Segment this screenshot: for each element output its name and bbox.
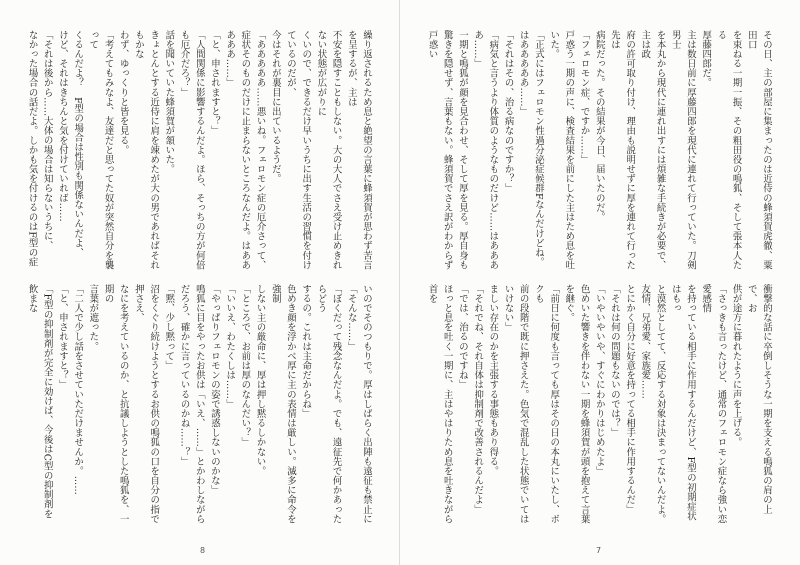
text-line: 「病気と言うより体質のようなものだけど……はああああ……」 (472, 30, 499, 270)
text-line: きょとんとする近侍に肩を竦めたが大の男であればそれもかな (132, 30, 160, 270)
right-lower-text (426, 284, 774, 524)
text-line: 「それは後から……大体の場合は知らないうちに、 (41, 30, 53, 251)
page-number-right: 7 (596, 546, 602, 555)
text-line: 「それでね、それ自体は抑制剤で改善されるんだよ」 (472, 284, 484, 515)
text-line: 「と、申されますと？」 (208, 30, 220, 136)
text-line: 府の許可取り付け、理由も説明せずに厚を連れて行った先は (608, 30, 636, 270)
text-line: 前の段階で既に押さえた。色気で混乱した状態でいてはいけない」 (502, 284, 529, 524)
text-line: くるんだよ？ F型の場合は性別も関係ないんだよ、 (72, 30, 84, 258)
text-line: ましい存在のかを主張する事態もあり得る。 (487, 284, 499, 476)
text-line: 「さっきも言ったけど、通常のフェロモン症なら強い恋愛感情 (700, 284, 727, 524)
text-line: とにかく自分に好意を持ってる相手に作用するんだ」 (624, 284, 636, 515)
text-line: 一期と鳴狐が顔を見合わせ、そして厚を見る。厚自身も (456, 30, 468, 270)
text-line: 「やっぱりフェロモンの姿で誘惑しないのかな」 (208, 284, 220, 495)
text-line: 「いやいやいや、すぐにわかりはじめたよ」 (593, 284, 605, 476)
left-lower-text (26, 284, 374, 524)
text-line: 「ぼくだって残念なんだよ。でも、遠征先で何かあったらどう (315, 284, 342, 524)
text-line: 「考えてもみなよ、友達だと思ってた奴が突然自分を襲って (87, 30, 114, 270)
text-line: 「では、治るのですね」 (456, 284, 468, 390)
text-line: 供が途方に暮れたように声を上げる。 (730, 284, 742, 448)
text-line: 繰り返されるため息と絶望の言葉に蜂須賀が思わず苦言を呈するが、主は (345, 30, 372, 270)
text-line: 「正式にはフェロモン性過分泌症候群Fなんだけどね。 (532, 30, 544, 267)
text-line: 「あああああ……悪いね。フェロモン症の厄介さって、 (254, 30, 266, 270)
text-line: いのでそのつもりで。厚はしばらく出陣も遠征も禁止に (361, 284, 372, 524)
text-line: 「いいえ、わたくしは……」 (224, 284, 236, 409)
text-line: わず、ゆっくりと皆を見る。 (117, 30, 129, 155)
text-line: その日、主の部屋に集まったのは近侍の蜂須賀虎徹、粟田口 (745, 30, 772, 270)
page-right (400, 0, 800, 565)
text-line: 「フェロモン症、ですか……」 (578, 30, 590, 165)
text-line: なにを考えているのか、と抗議しようとした鳴狐を、一期の (102, 284, 129, 524)
text-line: 言葉が遮った。 (87, 284, 99, 352)
text-line: を本丸から現代に連れ出すには煩雑な手続きが必要で、主は政 (639, 30, 666, 270)
text-line: 戸惑う一期の声に、検査結果を前にした主はため息を吐いた。 (548, 30, 575, 270)
text-line: 驚きを隠せず、言葉もない。蜂須賀でさえ訳がわからず戸惑い (426, 30, 453, 270)
text-line: 病院だった。その結果が今日、届いたのだ。 (593, 30, 605, 222)
text-line: 不安を隠すこともしない。大の大人でさえ受け止めきれない状態が広がりに (315, 30, 342, 270)
text-line: 「そんな……」 (345, 284, 357, 352)
text-line: 沼をくぐり続けようとするお供の鳴狐の口を自分の指で押さえ、 (132, 284, 160, 524)
text-line: と漠然としてて、反応する対象は決まってないんだよ。友情、兄弟愛、家族愛…… (639, 284, 666, 524)
text-line: 「ところで、お前は厚のなんだい？」 (239, 284, 251, 448)
text-line: 症状そのものだけに止まらないところなんだよ。はあああああ……」 (224, 30, 251, 270)
text-line: 厚藤四郎だ。 (700, 30, 712, 88)
text-line: 「それは何の問題もないのでは？」 (608, 284, 620, 438)
text-line: 「黙、少し黙って」 (163, 284, 175, 371)
page-number-left: 8 (200, 546, 206, 555)
text-line: 鳴狐に目をやったお供は「いえ、……」とかわしながら (193, 284, 205, 524)
text-line: 「と、申されますと？」 (56, 284, 68, 390)
text-line: はあああああ……」 (517, 30, 529, 117)
text-line: けど、それはきちんと気を付けていれば…… (56, 30, 68, 222)
text-line: 「二人で少し話をさせていただけませんか。…… (72, 284, 84, 495)
text-line: 「それはその、治る病なのですか？」 (502, 30, 514, 194)
text-line: 話を聞いていた蜂須賀が頷いた。 (163, 30, 175, 174)
text-line: しない主の厳命に、厚は押し黙るしかない。 (254, 284, 266, 476)
text-line: ほっと息を吐く一期に、主はやはりため息を吐きながら首を (426, 284, 453, 524)
text-line: 主は数日前に厚藤四郎を現代に連れて行っていた。刀剣男士 (669, 30, 696, 270)
text-line: 色めいた響きを伴わない一期を蜂須賀が頭を抱えて言葉を継ぐ。 (563, 284, 590, 524)
text-line: 「F型の抑制剤が完全に効けば、今後はC型の抑制剤を飲まな (26, 284, 53, 519)
left-upper-text (26, 30, 374, 270)
text-line: なかった場合の話だよ。しかも気を付けるのはF型の症 (26, 30, 38, 267)
text-line: 色めき顔を浮かべ厚に主の表情は厳しい。滅多に命令を強制 (269, 284, 296, 524)
text-line: 「前日に何度も言っても厚はその日の本丸にいたし、ボクも (532, 284, 560, 524)
text-line: を束ねる一期一振、その粗田役の鳴狐、そして張本人たる (715, 30, 742, 270)
text-line: を持っている相手に作用するんだけど、F型の初期症状はもっ (669, 284, 696, 521)
text-line: だろう、確かに言っているのかね……？」 (178, 284, 190, 467)
text-line: するの。これは主命だからね」 (300, 284, 312, 419)
text-line: くいので、できるだけ早いうちに出す生活の習慣を付けているのだが、 (284, 30, 312, 270)
text-line: 今はそれが裏目に出ているようだ。 (269, 30, 281, 184)
right-upper-text (426, 30, 774, 270)
text-line: 衝撃的な話に卒倒しそうな一期を支える鳴狐の肩の上で、お (745, 284, 772, 515)
text-line: 「人間関係に影響するんだよ。ほら、そっちの方が何倍も厄介だろ？」 (178, 30, 205, 270)
